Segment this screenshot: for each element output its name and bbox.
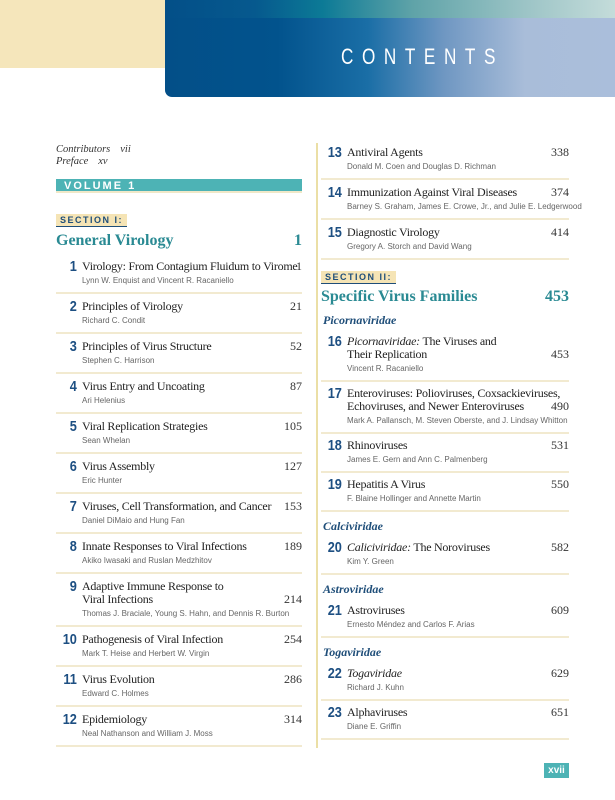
chapter-title-text: Viral Infections (82, 592, 153, 606)
chapter-title-row (347, 186, 569, 199)
chapter-title-text: Astroviruses (347, 603, 405, 617)
chapter-body (82, 580, 302, 621)
chapter-page: 1 (296, 259, 302, 273)
chapter-title-text: Hepatitis A Virus (347, 477, 426, 491)
chapter-title-row (347, 226, 569, 239)
chapter-title-text: The Noroviruses (410, 540, 490, 554)
chapter-body (347, 185, 582, 214)
chapter-entry[interactable] (321, 180, 582, 220)
chapter-number: 7 (69, 498, 77, 515)
chapter-page: 414 (551, 225, 569, 239)
chapter-page: 453 (551, 347, 569, 361)
chapter-page: 189 (284, 539, 302, 553)
chapter-title-line (347, 667, 547, 680)
chapter-number: 13 (327, 144, 342, 161)
chapter-number: 4 (69, 378, 77, 395)
chapter-entry[interactable] (56, 494, 302, 534)
chapter-title-italic: Picornaviridae: (347, 334, 420, 348)
chapter-title (82, 713, 280, 726)
chapter-page: 127 (284, 459, 302, 473)
chapter-page: 254 (284, 632, 302, 646)
chapter-entry[interactable] (56, 254, 302, 294)
chapter-page: 490 (551, 399, 569, 413)
chapter-entry[interactable] (56, 334, 302, 374)
chapter-title-text: Echoviruses, and Newer Enteroviruses (347, 399, 524, 413)
front-matter (56, 144, 131, 168)
chapter-entry[interactable] (56, 534, 302, 574)
chapter-body (82, 460, 302, 488)
chapter-entry[interactable] (321, 140, 569, 180)
chapter-page: 87 (290, 379, 302, 393)
chapter-body (82, 500, 302, 528)
chapter-title-row (82, 460, 302, 473)
chapter-body (347, 226, 569, 254)
chapter-body (82, 380, 302, 408)
chapter-number: 16 (327, 333, 342, 350)
chapter-title-row (82, 420, 302, 433)
chapter-page: 550 (551, 477, 569, 491)
chapter-authors: Daniel DiMaio and Hung Fan (82, 516, 185, 525)
chapter-title (82, 259, 298, 273)
column-rule (316, 143, 318, 748)
chapter-title-row (347, 439, 569, 452)
chapter-entry[interactable] (321, 599, 569, 638)
volume-bar: VOLUME 1 (56, 179, 302, 193)
chapter-title-row (82, 500, 302, 513)
chapter-title (82, 460, 280, 473)
chapter-title (347, 226, 547, 239)
chapter-title (82, 633, 280, 646)
chapter-title-row (347, 541, 569, 554)
front-matter-item[interactable] (56, 144, 131, 156)
section-heading[interactable] (56, 232, 302, 250)
chapter-authors: Vincent R. Racaniello (347, 364, 424, 373)
section-heading[interactable] (321, 288, 569, 306)
chapter-title-line (82, 460, 280, 473)
chapter-title-row (347, 604, 569, 617)
chapter-title-line (82, 713, 280, 726)
chapter-page: 531 (551, 438, 569, 452)
chapter-body (347, 667, 569, 695)
chapter-number: 5 (69, 418, 77, 435)
chapter-number: 21 (327, 602, 342, 619)
chapter-number: 10 (62, 631, 77, 648)
chapter-title (347, 667, 547, 680)
chapter-authors: Richard C. Condit (82, 316, 146, 325)
chapter-entry[interactable] (56, 294, 302, 334)
chapter-number: 14 (327, 184, 342, 201)
chapter-title-text: Virus Entry and Uncoating (82, 379, 205, 393)
left-chapter-list (56, 254, 302, 747)
chapter-title-row (82, 633, 302, 646)
chapter-title (82, 300, 286, 313)
chapter-authors: Thomas J. Braciale, Young S. Hahn, and Dennis R. Burton (82, 609, 290, 618)
section-title: General Virology (56, 232, 174, 249)
virus-families (321, 306, 569, 740)
chapter-title-line (347, 604, 547, 617)
chapter-title-row (82, 540, 302, 553)
chapter-title-text: Virology: From Contagium Fluidum to Virome (82, 259, 298, 273)
chapter-page: 52 (290, 339, 302, 353)
banner-strip (165, 0, 615, 18)
chapter-entry[interactable] (56, 627, 302, 667)
chapter-title-row (82, 380, 302, 393)
chapter-title-line (347, 146, 547, 159)
chapter-title-text: Innate Responses to Viral Infections (82, 539, 247, 553)
chapter-page: 214 (284, 592, 302, 606)
chapter-title-row (82, 673, 302, 686)
chapter-title-italic: Caliciviridae: (347, 540, 411, 554)
chapter-page: 338 (551, 145, 569, 159)
chapter-page: 314 (284, 712, 302, 726)
section-label: SECTION I: (56, 214, 127, 227)
chapter-authors: Diane E. Griffin (347, 722, 402, 731)
chapter-title-italic: Togaviridae (347, 666, 402, 680)
chapter-number: 1 (69, 258, 77, 275)
chapter-page: 651 (551, 705, 569, 719)
chapter-body (347, 478, 569, 506)
contents-banner (165, 0, 615, 97)
chapter-title-text: Alphaviruses (347, 705, 408, 719)
chapter-body (347, 706, 569, 734)
chapter-number: 23 (327, 704, 342, 721)
page-number: xvii (544, 763, 569, 778)
chapter-page: 21 (290, 299, 302, 313)
chapter-entry[interactable] (56, 574, 302, 627)
chapter-number: 22 (327, 665, 342, 682)
chapter-authors: Sean Whelan (82, 436, 131, 445)
chapter-title-line (347, 706, 547, 719)
chapter-title-text: Antiviral Agents (347, 145, 423, 159)
chapter-number: 17 (327, 385, 342, 402)
front-page: xv (98, 156, 108, 167)
chapter-authors: James E. Gern and Ann C. Palmenberg (347, 455, 488, 464)
chapter-title-row (82, 260, 302, 273)
chapter-authors: Barney S. Graham, James E. Crowe, Jr., and Julie E. Ledgerwood (347, 202, 582, 211)
chapter-body (82, 713, 302, 741)
chapter-number: 8 (69, 538, 77, 555)
right-chapter-list (321, 140, 582, 260)
front-label: Contributors (56, 144, 111, 155)
chapter-title-row (347, 478, 569, 491)
chapter-title (82, 420, 280, 433)
front-label: Preface (56, 156, 89, 167)
page-title: CONTENTS (341, 44, 505, 69)
chapter-title-text: Virus Evolution (82, 672, 155, 686)
chapter-title-text: Epidemiology (82, 712, 147, 726)
chapter-title-line (82, 673, 280, 686)
front-page: vii (120, 144, 131, 155)
chapter-page: 286 (284, 672, 302, 686)
chapter-title-line (82, 540, 280, 553)
chapter-title-row (347, 667, 569, 680)
chapter-page: 105 (284, 419, 302, 433)
chapter-body (347, 335, 569, 376)
chapter-number: 19 (327, 476, 342, 493)
chapter-number: 15 (327, 224, 342, 241)
chapter-authors: Ernesto Méndez and Carlos F. Arias (347, 620, 475, 629)
section-label: SECTION II: (321, 271, 396, 284)
chapter-title-line (82, 259, 298, 273)
chapter-title-text: Pathogenesis of Viral Infection (82, 632, 223, 646)
chapter-title (347, 146, 547, 159)
chapter-title-row (347, 335, 569, 361)
section-page: 453 (545, 288, 569, 305)
chapter-title-line (82, 593, 280, 606)
chapter-title (82, 500, 280, 513)
chapter-authors: Eric Hunter (82, 476, 123, 485)
chapter-entry[interactable] (321, 473, 569, 512)
chapter-authors: Lynn W. Enquist and Vincent R. Racaniello (82, 276, 234, 285)
chapter-title (347, 335, 547, 361)
chapter-number: 6 (69, 458, 77, 475)
chapter-title-text: Diagnostic Virology (347, 225, 440, 239)
chapter-body (82, 300, 302, 328)
chapter-title-row (82, 340, 302, 353)
chapter-authors: Richard J. Kuhn (347, 683, 404, 692)
family-heading: Astroviridae (323, 582, 384, 596)
chapter-title (82, 673, 280, 686)
family-heading: Togaviridae (323, 645, 382, 659)
chapter-authors: Edward C. Holmes (82, 689, 149, 698)
chapter-body (82, 420, 302, 448)
chapter-authors: Gregory A. Storch and David Wang (347, 242, 472, 251)
chapter-title-text: Immunization Against Viral Diseases (347, 185, 517, 199)
chapter-entry[interactable] (321, 434, 569, 473)
chapter-number: 20 (327, 539, 342, 556)
chapter-title-line (347, 541, 547, 554)
chapter-entry[interactable] (56, 667, 302, 707)
chapter-title-row (347, 387, 569, 413)
chapter-title-row (82, 300, 302, 313)
chapter-entry[interactable] (56, 374, 302, 414)
chapter-title-row (347, 706, 569, 719)
chapter-title-row (82, 713, 302, 726)
chapter-title-text: Virus Assembly (82, 459, 155, 473)
chapter-title-text: Viruses, Cell Transformation, and Cancer (82, 499, 272, 513)
chapter-title-line (347, 439, 547, 452)
chapter-body (347, 387, 569, 428)
chapter-authors: Ari Helenius (82, 396, 126, 405)
family-heading: Picornaviridae (323, 313, 397, 327)
chapter-page: 609 (551, 603, 569, 617)
chapter-title-text: Enteroviruses: Polioviruses, Coxsackieviruses, (347, 386, 561, 400)
chapter-page: 153 (284, 499, 302, 513)
chapter-authors: Akiko Iwasaki and Ruslan Medzhitov (82, 556, 212, 565)
chapter-body (347, 146, 569, 174)
chapter-authors: Donald M. Coen and Douglas D. Richman (347, 162, 496, 171)
chapter-title (82, 380, 286, 393)
chapter-title-text: Principles of Virus Structure (82, 339, 212, 353)
chapter-title (347, 604, 547, 617)
chapter-title-line (347, 226, 547, 239)
chapter-authors: Mark A. Pallansch, M. Steven Oberste, and J. Lindsay Whitton (347, 416, 568, 425)
chapter-body (82, 633, 302, 661)
chapter-title-line (82, 420, 280, 433)
chapter-entry[interactable] (321, 220, 569, 260)
chapter-title-line (347, 186, 547, 199)
chapter-number: 11 (63, 671, 77, 688)
chapter-entry[interactable] (321, 536, 569, 575)
chapter-title-text: Principles of Virology (82, 299, 183, 313)
chapter-title-line (82, 300, 286, 313)
chapter-authors: F. Blaine Hollinger and Annette Martin (347, 494, 481, 503)
chapter-title-line (347, 400, 547, 413)
chapter-number: 3 (69, 338, 77, 355)
chapter-title (347, 478, 547, 491)
chapter-title-text: The Viruses and (419, 334, 497, 348)
chapter-title-text: Their Replication (347, 347, 428, 361)
chapter-body (347, 541, 569, 569)
chapter-title-text: Adaptive Immune Response to (82, 579, 224, 593)
chapter-number: 12 (62, 711, 77, 728)
chapter-title-text: Rhinoviruses (347, 438, 408, 452)
chapter-body (347, 439, 569, 467)
chapter-title-line (82, 380, 286, 393)
chapter-title-line (347, 478, 547, 491)
chapter-title (347, 439, 547, 452)
chapter-page: 582 (551, 540, 569, 554)
chapter-title-line (82, 340, 286, 353)
chapter-entry[interactable] (56, 707, 302, 747)
chapter-title (347, 706, 547, 719)
chapter-title (82, 580, 280, 606)
chapter-authors: Stephen C. Harrison (82, 356, 155, 365)
chapter-title-row (82, 580, 302, 606)
chapter-authors: Kim Y. Green (347, 557, 394, 566)
section-page: 1 (294, 232, 302, 249)
chapter-number: 2 (69, 298, 77, 315)
chapter-body (82, 673, 302, 701)
chapter-number: 9 (69, 578, 77, 595)
section-title: Specific Virus Families (321, 288, 478, 305)
chapter-entry[interactable] (56, 454, 302, 494)
chapter-title-line (82, 500, 280, 513)
chapter-entry[interactable] (321, 662, 569, 701)
chapter-title-line (82, 633, 280, 646)
chapter-title (82, 340, 286, 353)
chapter-authors: Neal Nathanson and William J. Moss (82, 729, 213, 738)
chapter-entry[interactable] (321, 330, 569, 382)
chapter-page: 629 (551, 666, 569, 680)
chapter-page: 374 (551, 185, 569, 199)
chapter-body (347, 604, 569, 632)
chapter-body (82, 340, 302, 368)
chapter-title (347, 186, 547, 199)
chapter-title-row (347, 146, 569, 159)
family-heading: Calciviridae (323, 519, 383, 533)
chapter-entry[interactable] (56, 414, 302, 454)
chapter-authors: Mark T. Heise and Herbert W. Virgin (82, 649, 210, 658)
chapter-title-text: Viral Replication Strategies (82, 419, 208, 433)
chapter-body (82, 260, 302, 288)
chapter-number: 18 (327, 437, 342, 454)
chapter-title (347, 541, 547, 554)
chapter-entry[interactable] (321, 382, 569, 434)
chapter-entry[interactable] (321, 701, 569, 740)
front-matter-item[interactable] (56, 156, 131, 168)
chapter-body (82, 540, 302, 568)
chapter-title (82, 540, 280, 553)
chapter-title-line (347, 348, 547, 361)
